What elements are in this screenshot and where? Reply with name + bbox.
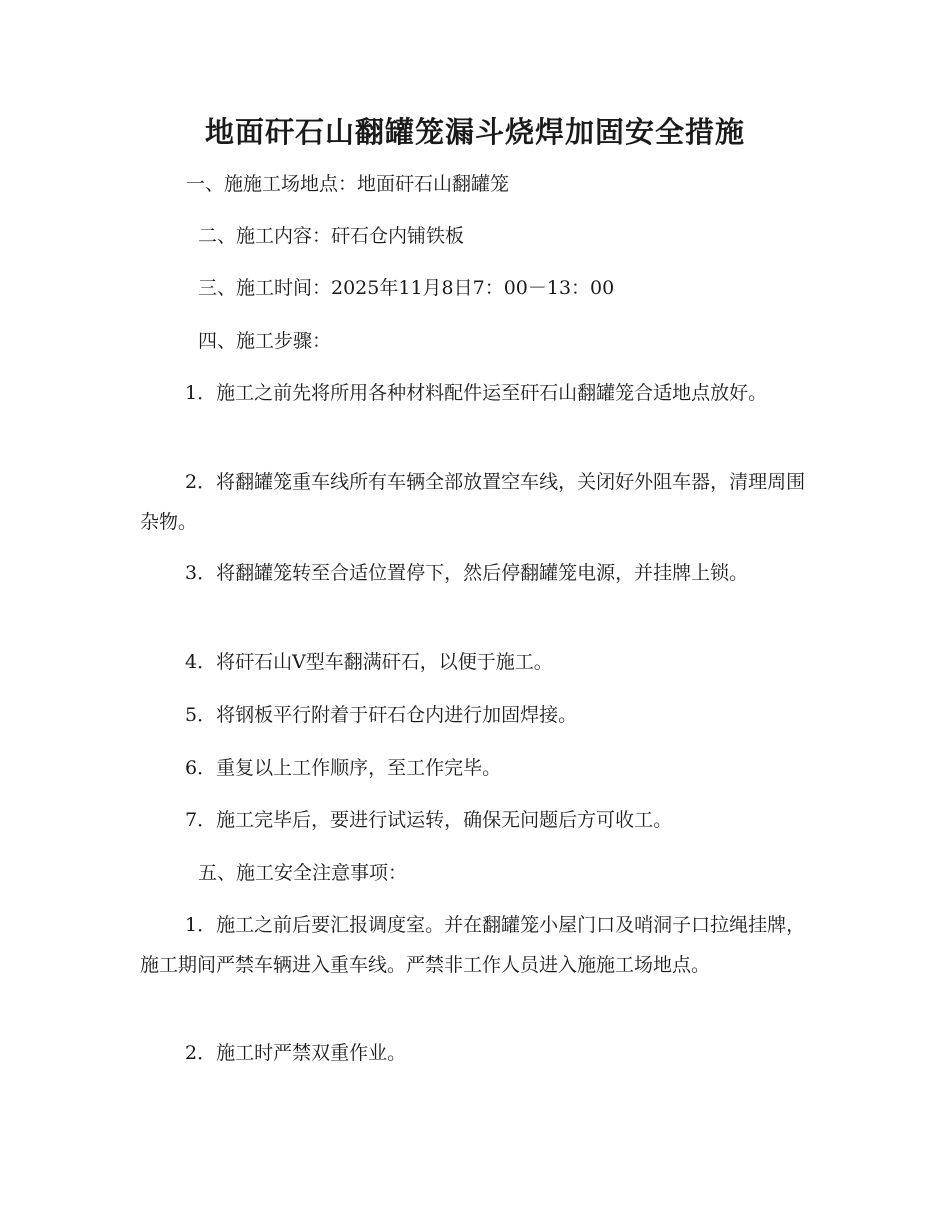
step-item: 6．重复以上工作顺序，至工作完毕。 bbox=[185, 757, 502, 779]
step-item: 7．施工完毕后，要进行试运转，确保无问题后方可收工。 bbox=[185, 809, 673, 831]
step-item: 5．将钢板平行附着于矸石仓内进行加固焊接。 bbox=[185, 704, 578, 726]
step-item: 1．施工之前先将所用各种材料配件运至矸石山翻罐笼合适地点放好。 bbox=[185, 382, 768, 404]
section-steps-heading: 四、施工步骤： bbox=[198, 330, 332, 352]
safety-item: 2．施工时严禁双重作业。 bbox=[185, 1042, 407, 1064]
section-safety-heading: 五、施工安全注意事项： bbox=[198, 862, 408, 884]
step-item: 3．将翻罐笼转至合适位置停下，然后停翻罐笼电源，并挂牌上锁。 bbox=[185, 562, 749, 584]
section-location: 一、施施工场地点：地面矸石山翻罐笼 bbox=[186, 173, 510, 195]
step-item: 4．将矸石山V型车翻满矸石，以便于施工。 bbox=[185, 651, 553, 673]
safety-item: 1．施工之前后要汇报调度室。并在翻罐笼小屋门口及哨洞子口拉绳挂牌，施工期间严禁车辆进入重车线。严禁非工作人员进入施施工场地点。 bbox=[140, 914, 806, 976]
document-title: 地面矸石山翻罐笼漏斗烧焊加固安全措施 bbox=[204, 115, 745, 149]
section-content: 二、施工内容：矸石仓内铺铁板 bbox=[198, 225, 465, 247]
step-item: 2．将翻罐笼重车线所有车辆全部放置空车线，关闭好外阻车器，清理周围杂物。 bbox=[140, 471, 806, 533]
section-time: 三、施工时间：2025年11月8日7：00－13：00 bbox=[198, 277, 615, 299]
